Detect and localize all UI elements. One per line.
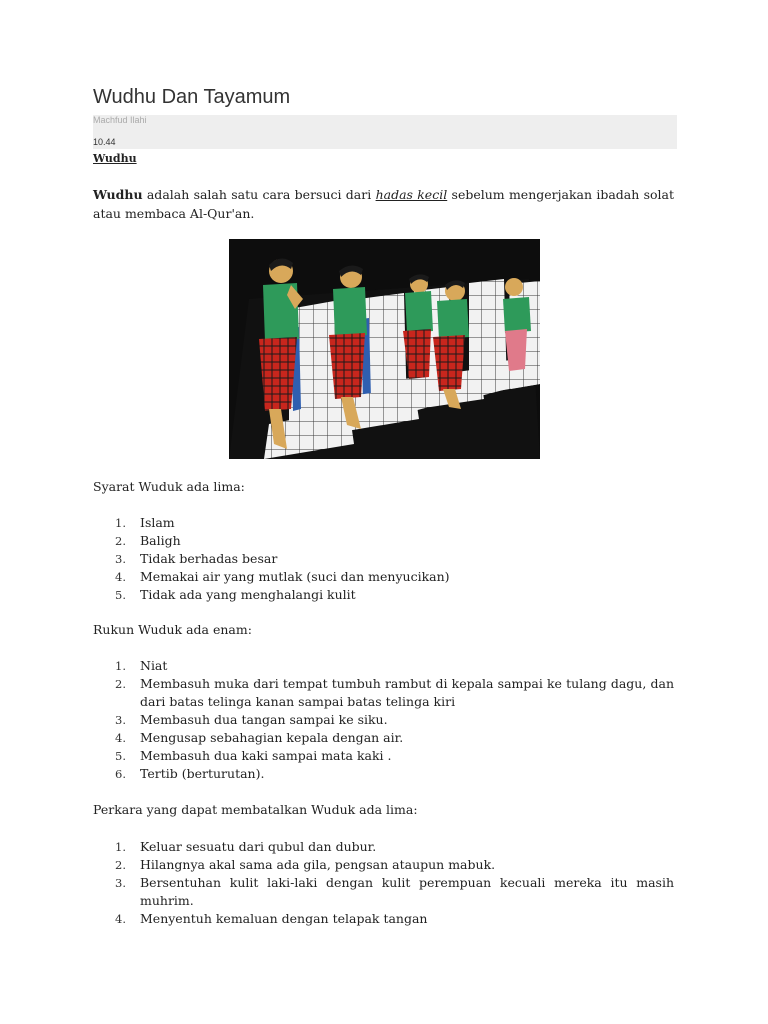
list-item-number: 5. (115, 749, 126, 763)
list-item-text: Tidak ada yang menghalangi kulit (140, 587, 356, 602)
list-item (93, 568, 674, 586)
list-item-text: Mengusap sebahagian kepala dengan air. (140, 730, 404, 745)
list-item-text: Membasuh muka dari tempat tumbuh rambut di kepala sampai ke tulang dagu, dan dari batas telinga kanan sampai batas telinga kiri (140, 676, 674, 709)
rukun-list (93, 657, 674, 783)
post-author[interactable]: Machfud Ilahi (93, 115, 147, 125)
list-item (93, 586, 674, 604)
list-item (93, 532, 674, 550)
list-item-text: Tidak berhadas besar (140, 551, 278, 566)
wudhu-illustration (229, 239, 540, 459)
list-item-number: 3. (115, 876, 126, 890)
list-item-text: Membasuh dua tangan sampai ke siku. (140, 712, 388, 727)
list-item (93, 675, 674, 711)
batal-heading: Perkara yang dapat membatalkan Wuduk ada lima: (93, 802, 418, 817)
list-item-text: Tertib (berturutan). (140, 766, 265, 781)
list-item-text: Membasuh dua kaki sampai mata kaki . (140, 748, 392, 763)
batal-list (93, 838, 674, 928)
rukun-heading: Rukun Wuduk ada enam: (93, 622, 252, 637)
list-item (93, 874, 674, 910)
syarat-list (93, 514, 674, 604)
list-item-number: 4. (115, 731, 126, 745)
list-item (93, 657, 674, 675)
list-item (93, 550, 674, 568)
post-meta-bar (93, 115, 677, 149)
list-item-number: 2. (115, 858, 126, 872)
intro-text-2: sebelum mengerjakan ibadah solat atau membaca Al-Qur'an. (93, 187, 675, 221)
list-item-text: Bersentuhan kulit laki-laki dengan kulit perempuan kecuali mereka itu masih muhrim. (140, 875, 674, 908)
list-item-number: 2. (115, 677, 126, 691)
list-item (93, 856, 674, 874)
list-item (93, 514, 674, 532)
list-item-number: 4. (115, 912, 126, 926)
list-item-number: 4. (115, 570, 126, 584)
list-item-number: 2. (115, 534, 126, 548)
list-item (93, 747, 674, 765)
list-item-number: 3. (115, 713, 126, 727)
intro-text-1: adalah salah satu cara bersuci dari (146, 187, 372, 202)
section-label: Wudhu (93, 152, 137, 165)
list-item-number: 1. (115, 659, 126, 673)
intro-paragraph (93, 185, 674, 223)
list-item-number: 1. (115, 516, 126, 530)
list-item (93, 838, 674, 856)
list-item-number: 1. (115, 840, 126, 854)
hadas-kecil-link[interactable]: hadas kecil (375, 187, 448, 202)
list-item-number: 5. (115, 588, 126, 602)
list-item-text: Menyentuh kemaluan dengan telapak tangan (140, 911, 428, 926)
syarat-heading: Syarat Wuduk ada lima: (93, 479, 245, 494)
intro-bold-term: Wudhu (93, 187, 143, 202)
list-item (93, 729, 674, 747)
wudhu-illustration-art (229, 239, 540, 459)
list-item-text: Niat (140, 658, 168, 673)
post-title[interactable]: Wudhu Dan Tayamum (93, 86, 291, 108)
list-item-text: Islam (140, 515, 175, 530)
list-item-number: 3. (115, 552, 126, 566)
list-item-text: Hilangnya akal sama ada gila, pengsan ataupun mabuk. (140, 857, 496, 872)
list-item (93, 910, 674, 928)
list-item-text: Keluar sesuatu dari qubul dan dubur. (140, 839, 377, 854)
list-item-number: 6. (115, 767, 126, 781)
post-time[interactable]: 10.44 (93, 137, 116, 147)
list-item-text: Baligh (140, 533, 181, 548)
list-item-text: Memakai air yang mutlak (suci dan menyucikan) (140, 569, 450, 584)
list-item (93, 765, 674, 783)
list-item (93, 711, 674, 729)
